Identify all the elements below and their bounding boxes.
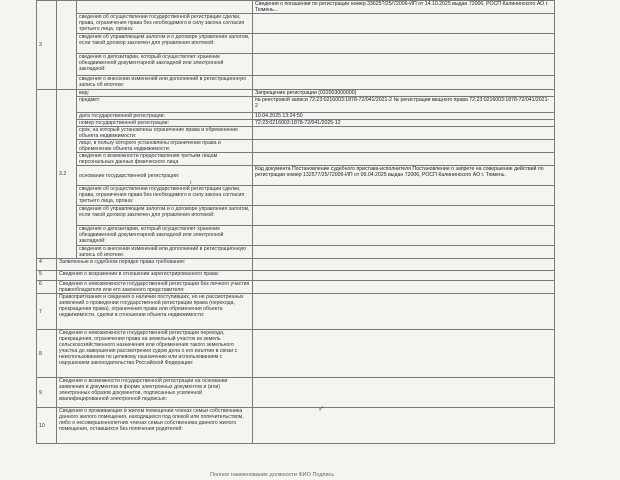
value-electronic-reg xyxy=(253,378,555,408)
label-kind: вид: xyxy=(77,90,253,97)
label-term: срок, на который установлены ограничение права и обременение объекта недвижимости: xyxy=(77,127,253,140)
value-kind: Запрещение регистрации (022003000000) xyxy=(253,90,555,97)
value-personal-participation xyxy=(253,281,555,294)
value-personal-data xyxy=(253,153,555,166)
section-num-3-2: 3.2 xyxy=(57,90,77,259)
section-num-empty xyxy=(37,90,57,259)
value-cell xyxy=(253,14,555,34)
label-subject: предмет: xyxy=(77,97,253,113)
label-family-members: Сведения о проживающих в жилом помещении членах семьи собственника данного жилого помещения, находящихся под опекой или попечительством, либо о несовершеннолетних членах семьи собственника данного жилого помещения, оставшихся без попечения родителей: xyxy=(57,408,253,444)
label-depositary: сведения о депозитарии, который осуществляет хранение обездвиженной документарной закладной или электронной закладной: xyxy=(77,54,253,76)
section-num-7: 7 xyxy=(37,294,57,330)
section-num-5: 5 xyxy=(37,271,57,281)
prev-basis-value: Сведения о погашении по регистрации номер 33625?/25/72006-ИП от 14.10.2025 выдан 72006, РОСП Калининского АО г. Тюмень... xyxy=(253,1,555,14)
pen-mark: ✓ xyxy=(318,404,325,413)
value-cell xyxy=(253,226,555,246)
egrn-table xyxy=(36,0,555,444)
label-deal-consent-2: сведения об осуществлении государственной регистрации сделки, права, ограничения права без необходимого в силу закона согласия третьего лица, органа: xyxy=(77,186,253,206)
value-subject: № реестровой записи 72:23:0216003:1878-72/041/2021-2 № регистрации вещного права 72:23:0216003:1878-72/041/2021-2 xyxy=(253,97,555,113)
label-claims: Заявленные в судебном порядке права требования: xyxy=(57,259,253,271)
section-num-3: 3 xyxy=(37,1,57,90)
label-deal-consent: сведения об осуществлении государственной регистрации сделки, права, ограничения права без необходимого в силу закона согласия третьего лица, органа: xyxy=(77,14,253,34)
label-reg-date: дата государственной регистрации: xyxy=(77,113,253,120)
value-cell xyxy=(253,76,555,90)
label-depositary-2: сведения о депозитарии, который осуществляет хранение обездвиженной документарной закладной или электронной закладной: xyxy=(77,226,253,246)
value-cell xyxy=(253,246,555,259)
section-num-10: 10 xyxy=(37,408,57,444)
value-beneficiary xyxy=(253,140,555,153)
section-num-9: 9 xyxy=(37,378,57,408)
label-personal-data: сведения о возможности предоставления третьим лицам персональных данных физического лица xyxy=(77,153,253,166)
label-objection: Сведения о возражении в отношении зарегистрированного права: xyxy=(57,271,253,281)
pen-mark-2: ı xyxy=(190,180,192,186)
section-num-6: 6 xyxy=(37,281,57,294)
value-reg-basis: Код документа Постановление судебного пристава-исполнителя Постановление о запрете на совершение действий по регистрации номер 132577/25/72006-ИП от 09.04.2025 выдан 72006, РОСП Калининского АО г. Тюмень. xyxy=(253,166,555,186)
value-reg-date: 10.04.2025 13:24:50 xyxy=(253,113,555,120)
value-term xyxy=(253,127,555,140)
label-reg-number: номер государственной регистрации: xyxy=(77,120,253,127)
label-pledge-manager: сведения об управляющем залогом и о договоре управления залогом, если такой договор заключен для управления ипотекой: xyxy=(77,34,253,54)
label-personal-participation: Сведения о невозможности государственной регистрации без личного участия правообладателя или его законного представителя: xyxy=(57,281,253,294)
label-claims-pending: Правопритязания и сведения о наличии поступивших, но не рассмотренных заявлений о проведении государственной регистрации права (перехода, прекращения права), ограничения права или обременения объекта недвижимости, сделки в отношении объекта недвижимости: xyxy=(57,294,253,330)
value-reg-number: 72:23:0216003:1878-72/041/2025-12 xyxy=(253,120,555,127)
label-reg-basis: основание государственной регистрации: xyxy=(77,166,253,186)
value-land-restriction xyxy=(253,330,555,378)
label-beneficiary: лицо, в пользу которого установлены ограничение права и обременение объекта недвижимости: xyxy=(77,140,253,153)
section-sub-empty xyxy=(57,1,77,90)
section-num-8: 8 xyxy=(37,330,57,378)
value-cell xyxy=(253,54,555,76)
value-cell xyxy=(253,206,555,226)
signature-footer: Полное наименование должности ФИО Подпись xyxy=(210,472,335,478)
value-objection xyxy=(253,271,555,281)
section-num-4: 4 xyxy=(37,259,57,271)
label-changes: сведения о внесении изменений или дополнений в регистрационную запись об ипотеке: xyxy=(77,76,253,90)
value-cell xyxy=(253,34,555,54)
label-pledge-manager-2: сведения об управляющем залогом и о договоре управления залогом, если такой договор заключен для управления ипотекой: xyxy=(77,206,253,226)
empty-label-cell xyxy=(77,1,253,14)
value-family-members xyxy=(253,408,555,444)
label-land-restriction: Сведения о невозможности государственной регистрации перехода, прекращения, ограничения права на земельный участок из земель сельскохозяйственного назначения или обременения такого земельного участка до завершения рассмотрения судом дела о его изъятии в связи с неиспользованием по целевому назначению или использованием с нарушением законодательства Российской Федерации: xyxy=(57,330,253,378)
value-claims xyxy=(253,259,555,271)
label-changes-2: сведения о внесении изменений или дополнений в регистрационную запись об ипотеке: xyxy=(77,246,253,259)
value-claims-pending xyxy=(253,294,555,330)
value-cell xyxy=(253,186,555,206)
label-electronic-reg: Сведения о возможности государственной регистрации на основании заявления и документов в форме электронных документов и (или) электронных образов документов, подписанных усиленной квалифицированной электронной подписью: xyxy=(57,378,253,408)
